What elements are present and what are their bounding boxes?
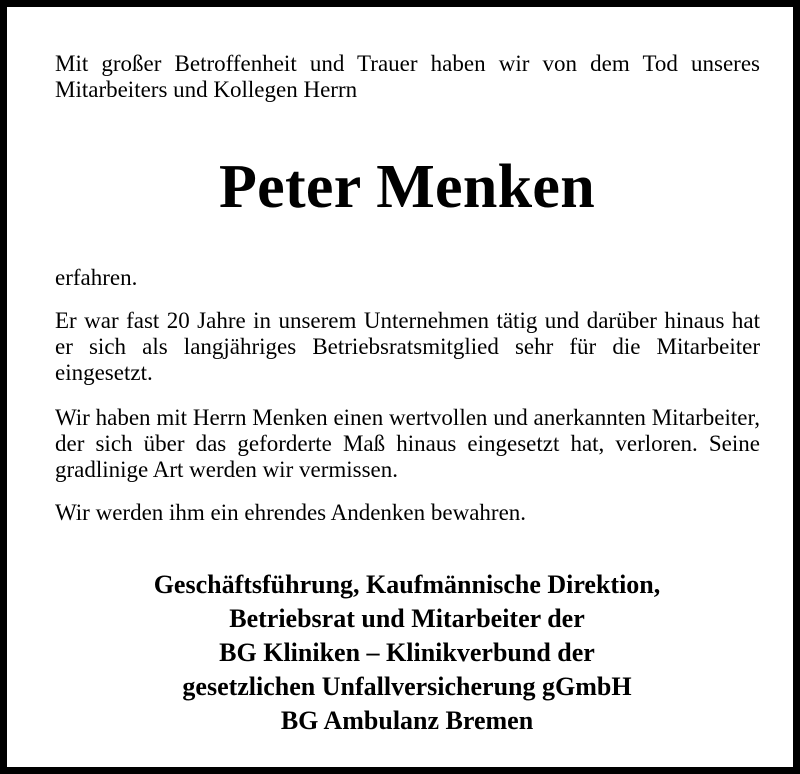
signature-line: gesetzlichen Unfallversicherung gGmbH xyxy=(182,672,632,701)
signature-line: BG Ambulanz Bremen xyxy=(280,706,534,735)
signature-line: Betriebsrat und Mitarbeiter der xyxy=(229,604,585,633)
remembrance-paragraph: Wir werden ihm ein ehrendes Andenken bewahren. xyxy=(55,500,527,525)
signature-line: Geschäftsführung, Kaufmännische Direktion, xyxy=(153,570,661,599)
signature-block xyxy=(14,568,800,738)
tribute-paragraph: Wir haben mit Herrn Menken einen wertvollen und anerkannten Mitarbeiter, der sich über das geforderte Maß hinaus eingesetzt hat, verloren. Seine gradlinige Art werden wir vermissen. xyxy=(55,405,760,482)
intro-paragraph: Mit großer Betroffenheit und Trauer haben wir von dem Tod unseres Mitarbeiters und Kollegen Herrn xyxy=(55,51,760,102)
signature-line: BG Kliniken – Klinikverbund der xyxy=(219,638,595,667)
service-paragraph: Er war fast 20 Jahre in unserem Unternehmen tätig und darüber hinaus hat er sich als langjähriges Betriebsratsmitglied sehr für die Mitarbeiter eingesetzt. xyxy=(55,308,760,385)
deceased-name: Peter Menken xyxy=(218,153,596,221)
erfahren-text: erfahren. xyxy=(55,265,138,290)
